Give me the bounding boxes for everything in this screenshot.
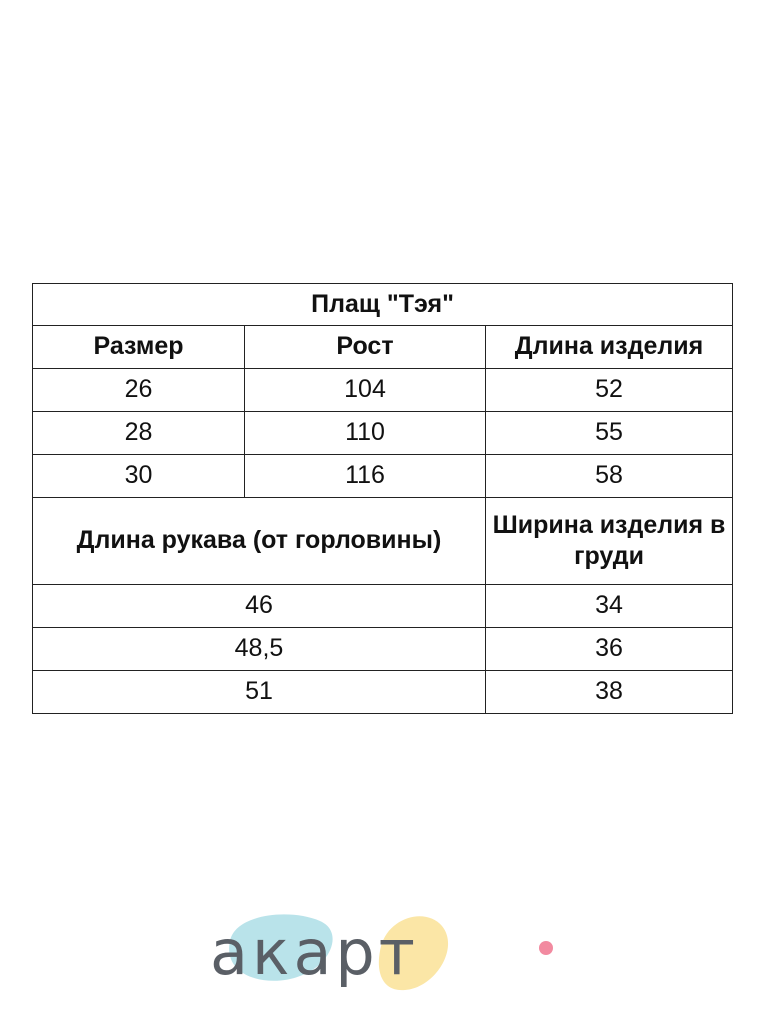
- table-row: [33, 628, 733, 671]
- cell-height: 116: [245, 455, 486, 498]
- cell-size: 30: [33, 455, 245, 498]
- table-row: [33, 369, 733, 412]
- cell-chest-width: 36: [486, 628, 733, 671]
- header-height: Рост: [245, 326, 486, 369]
- table-row: [33, 412, 733, 455]
- table-row: [33, 671, 733, 714]
- cell-chest-width: 34: [486, 585, 733, 628]
- header-size: Размер: [33, 326, 245, 369]
- table-header-row: [33, 326, 733, 369]
- cell-sleeve-length: 48,5: [33, 628, 486, 671]
- table-title-row: [33, 284, 733, 326]
- cell-height: 110: [245, 412, 486, 455]
- cell-length: 52: [486, 369, 733, 412]
- cell-size: 28: [33, 412, 245, 455]
- cell-height: 104: [245, 369, 486, 412]
- table-title: Плащ "Тэя": [33, 284, 733, 326]
- header-length: Длина изделия: [486, 326, 733, 369]
- size-table: [32, 283, 733, 714]
- table-row: [33, 585, 733, 628]
- cell-size: 26: [33, 369, 245, 412]
- logo-graphic: [210, 906, 570, 996]
- table-row: [33, 455, 733, 498]
- header-sleeve-length: Длина рукава (от горловины): [33, 498, 486, 585]
- logo-text: акарт: [210, 916, 419, 989]
- brand-logo: [210, 906, 570, 996]
- cell-length: 55: [486, 412, 733, 455]
- header-chest-width: Ширина изделия в груди: [486, 498, 733, 585]
- logo-dot: [539, 941, 553, 955]
- cell-chest-width: 38: [486, 671, 733, 714]
- table-header-row-2: [33, 498, 733, 585]
- cell-sleeve-length: 46: [33, 585, 486, 628]
- cell-sleeve-length: 51: [33, 671, 486, 714]
- cell-length: 58: [486, 455, 733, 498]
